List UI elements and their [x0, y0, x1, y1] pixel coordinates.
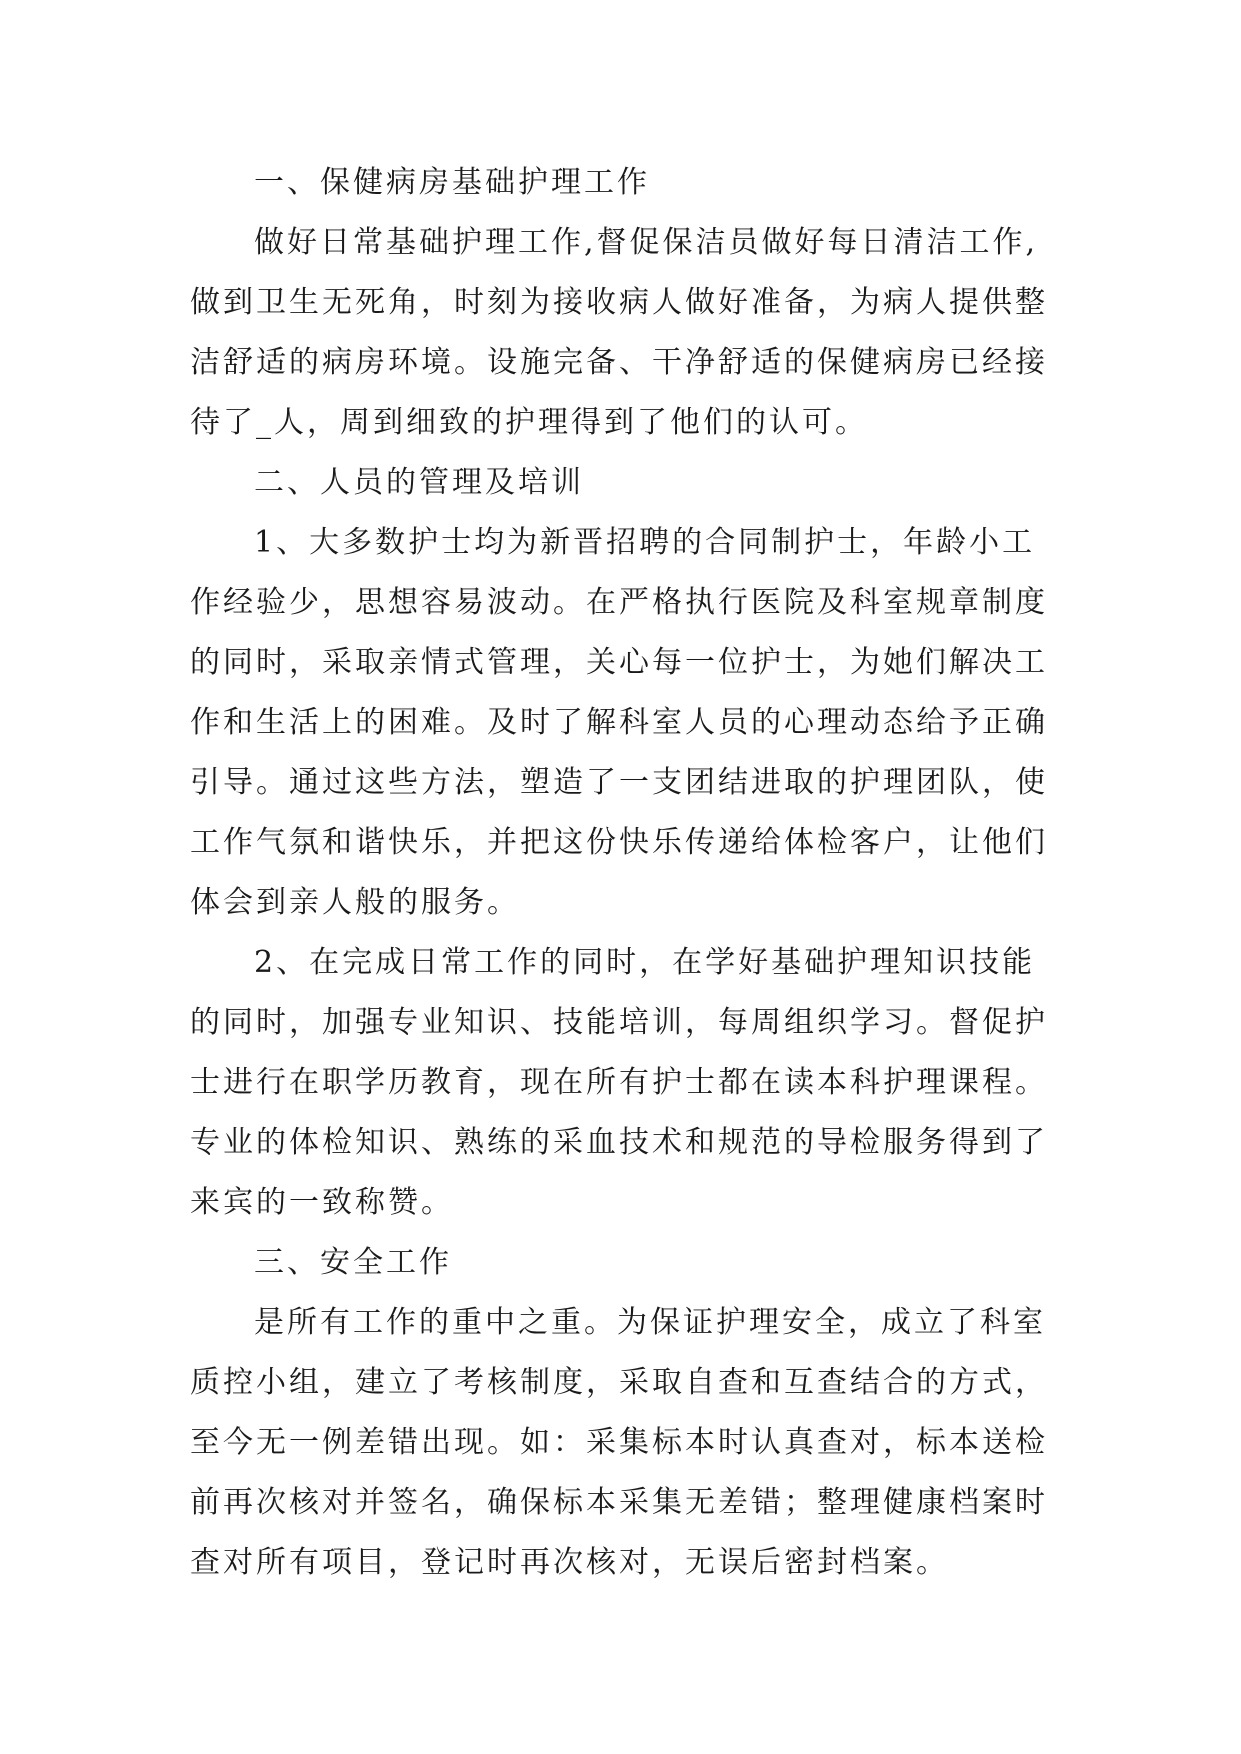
paragraph-line: 引导。通过这些方法，塑造了一支团结进取的护理团队，使: [190, 765, 1048, 800]
document-body: [190, 153, 1070, 1593]
paragraph-line: 做到卫生无死角，时刻为接收病人做好准备，为病人提供整: [190, 285, 1048, 320]
paragraph-line: 质控小组，建立了考核制度，采取自查和互查结合的方式，: [190, 1365, 1048, 1400]
paragraph-line: 士进行在职学历教育，现在所有护士都在读本科护理课程。: [190, 1065, 1048, 1100]
paragraph-line: 洁舒适的病房环境。设施完备、干净舒适的保健病房已经接: [190, 345, 1048, 380]
section-heading-2: 二、人员的管理及培训: [254, 465, 584, 500]
paragraph-line: 2、在完成日常工作的同时，在学好基础护理知识技能: [254, 945, 1036, 980]
paragraph-line: 来宾的一致称赞。: [190, 1185, 454, 1220]
paragraph-line: 的同时，加强专业知识、技能培训，每周组织学习。督促护: [190, 1005, 1048, 1040]
paragraph-line: 体会到亲人般的服务。: [190, 885, 520, 920]
paragraph-line: 的同时，采取亲情式管理，关心每一位护士，为她们解决工: [190, 645, 1048, 680]
paragraph-line: 做好日常基础护理工作,督促保洁员做好每日清洁工作,: [254, 225, 1039, 260]
paragraph-line: 作经验少，思想容易波动。在严格执行医院及科室规章制度: [190, 585, 1048, 620]
paragraph-line: 查对所有项目，登记时再次核对，无误后密封档案。: [190, 1545, 949, 1580]
paragraph-line: 待了_人，周到细致的护理得到了他们的认可。: [190, 405, 868, 440]
paragraph-line: 至今无一例差错出现。如：采集标本时认真查对，标本送检: [190, 1425, 1048, 1460]
section-heading-1: 一、保健病房基础护理工作: [254, 165, 650, 200]
paragraph-line: 专业的体检知识、熟练的采血技术和规范的导检服务得到了: [190, 1125, 1048, 1160]
paragraph-line: 是所有工作的重中之重。为保证护理安全，成立了科室: [254, 1305, 1046, 1340]
paragraph-line: 1、大多数护士均为新晋招聘的合同制护士，年龄小工: [254, 525, 1036, 560]
paragraph-line: 作和生活上的困难。及时了解科室人员的心理动态给予正确: [190, 705, 1048, 740]
section-heading-3: 三、安全工作: [254, 1245, 452, 1280]
paragraph-line: 前再次核对并签名，确保标本采集无差错；整理健康档案时: [190, 1485, 1048, 1520]
paragraph-line: 工作气氛和谐快乐，并把这份快乐传递给体检客户，让他们: [190, 825, 1048, 860]
